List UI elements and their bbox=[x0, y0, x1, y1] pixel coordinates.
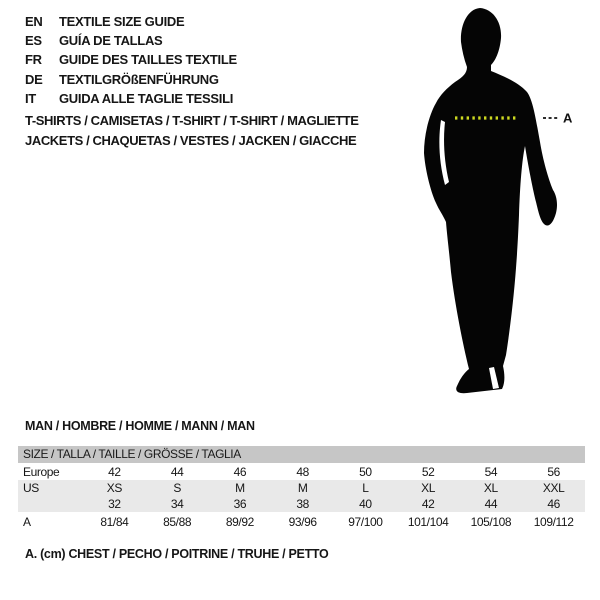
row-label: A bbox=[23, 515, 31, 529]
table-cell: 85/88 bbox=[163, 515, 192, 529]
table-cell: 89/92 bbox=[225, 515, 254, 529]
lang-row-de bbox=[25, 70, 237, 89]
table-cell: 48 bbox=[296, 464, 309, 479]
table-cell: 38 bbox=[296, 497, 309, 511]
table-cell: M bbox=[297, 481, 308, 495]
size-table-header: SIZE / TALLA / TAILLE / GRÖSSE / TAGLIA bbox=[18, 446, 585, 463]
lang-row-es bbox=[25, 31, 237, 50]
size-table bbox=[18, 446, 585, 532]
lang-label: GUIDA ALLE TAGLIE TESSILI bbox=[59, 90, 234, 106]
table-cell: 34 bbox=[170, 497, 184, 511]
table-cell: 50 bbox=[359, 464, 372, 479]
table-cell: XXL bbox=[542, 481, 565, 495]
section-title-man: MAN / HOMBRE / HOMME / MANN / MAN bbox=[25, 419, 255, 433]
table-cell: 52 bbox=[421, 464, 435, 479]
table-row-chest bbox=[18, 512, 585, 532]
table-cell: 40 bbox=[359, 497, 372, 511]
table-cell: 46 bbox=[547, 497, 560, 511]
measure-label-a: A bbox=[563, 110, 573, 126]
table-cell: 101/104 bbox=[407, 515, 449, 529]
language-list bbox=[25, 12, 237, 108]
table-cell: XL bbox=[483, 481, 498, 495]
table-cell: L bbox=[362, 481, 369, 495]
table-cell: 97/100 bbox=[348, 515, 383, 529]
lang-label: GUIDE DES TAILLES TEXTILE bbox=[59, 52, 237, 68]
table-cell: 105/108 bbox=[470, 515, 512, 529]
product-line-tshirts: T-SHIRTS / CAMISETAS / T-SHIRT / T-SHIRT / MAGLIETTE bbox=[25, 113, 359, 128]
lang-code: DE bbox=[25, 71, 43, 87]
table-cell: 42 bbox=[421, 497, 435, 511]
lang-code: EN bbox=[25, 14, 43, 29]
lang-code: IT bbox=[25, 90, 36, 106]
table-cell: 36 bbox=[233, 497, 247, 511]
man-silhouette bbox=[415, 0, 580, 400]
table-cell: M bbox=[235, 481, 245, 495]
table-cell: S bbox=[173, 481, 181, 495]
table-row-europe bbox=[18, 463, 585, 480]
table-row-numeric bbox=[18, 496, 585, 512]
lang-code: ES bbox=[25, 33, 42, 49]
table-cell: 42 bbox=[108, 464, 121, 479]
table-cell: 54 bbox=[484, 464, 498, 479]
lang-row-it bbox=[25, 89, 237, 108]
lang-label: TEXTILE SIZE GUIDE bbox=[59, 14, 185, 29]
table-cell: 44 bbox=[170, 464, 184, 479]
table-cell: 93/96 bbox=[288, 515, 317, 529]
row-label: US bbox=[23, 481, 39, 495]
man-silhouette-body bbox=[424, 8, 557, 393]
table-cell: 109/112 bbox=[533, 515, 574, 529]
product-line-jackets: JACKETS / CHAQUETAS / VESTES / JACKEN / GIACCHE bbox=[25, 133, 357, 148]
lang-row-fr bbox=[25, 50, 237, 69]
table-cell: 56 bbox=[547, 464, 560, 479]
table-cell: 32 bbox=[108, 497, 121, 511]
lang-label: TEXTILGRÖßENFÜHRUNG bbox=[59, 71, 219, 87]
row-label: Europe bbox=[23, 464, 60, 479]
table-cell: XL bbox=[421, 481, 436, 495]
table-cell: XS bbox=[106, 481, 122, 495]
lang-row-en bbox=[25, 12, 237, 31]
table-cell: 46 bbox=[233, 464, 247, 479]
table-row-us bbox=[18, 480, 585, 496]
lang-label: GUÍA DE TALLAS bbox=[59, 33, 163, 49]
measurement-footnote: A. (cm) CHEST / PECHO / POITRINE / TRUHE / PETTO bbox=[25, 547, 329, 561]
product-types bbox=[25, 111, 359, 151]
table-cell: 44 bbox=[484, 497, 498, 511]
table-cell: 81/84 bbox=[100, 515, 129, 529]
lang-code: FR bbox=[25, 52, 42, 68]
